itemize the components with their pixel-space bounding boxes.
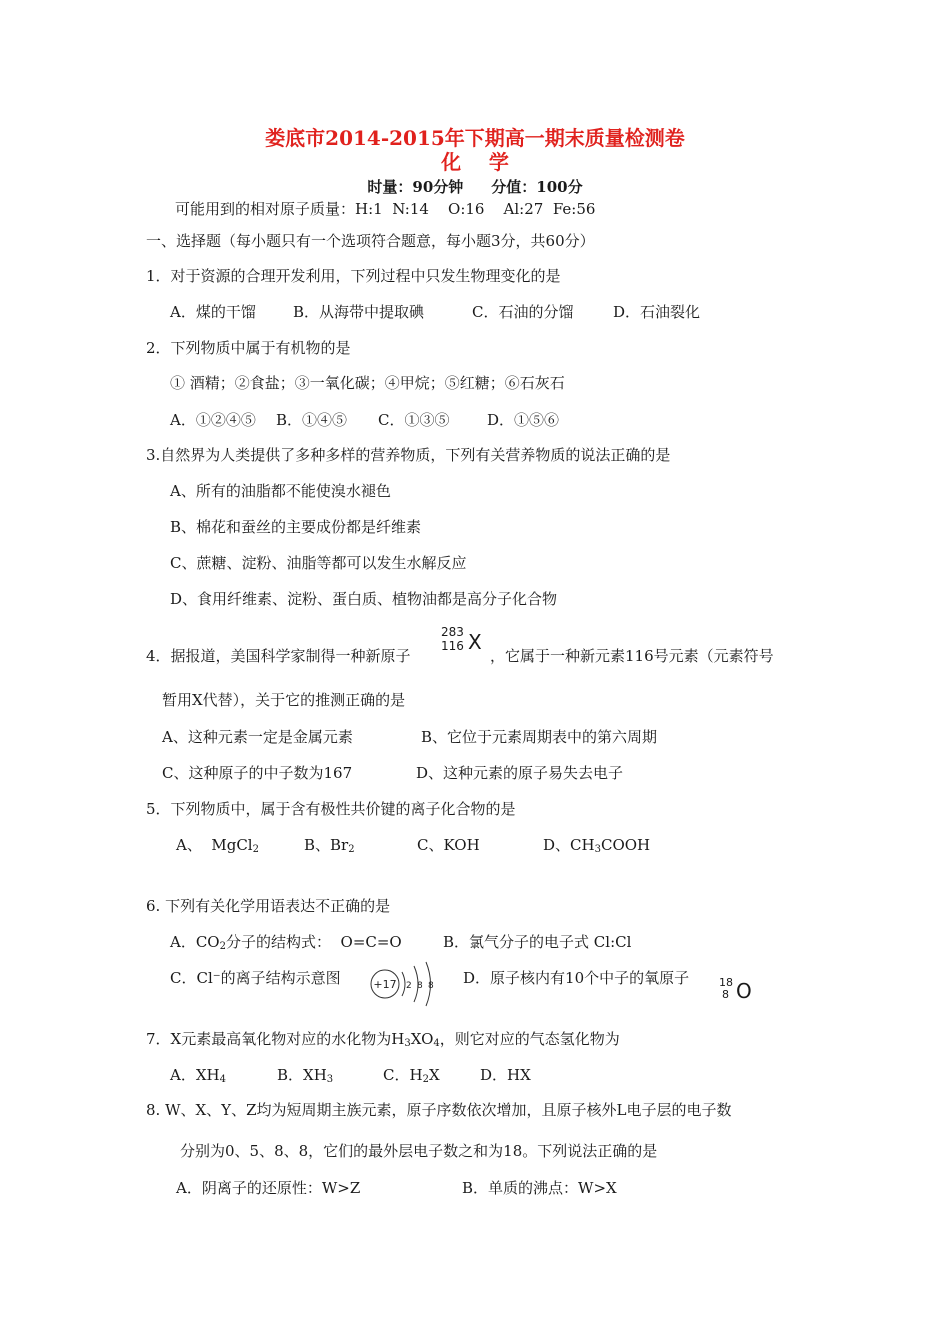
- q4-option-d: D、这种元素的原子易失去电子: [416, 764, 624, 782]
- q7-option-a: A．$XH_4$: [170, 1066, 226, 1085]
- nuclide-x-symbol: [441, 626, 489, 662]
- ion-shell-electrons-2: 8: [417, 981, 423, 991]
- q2-option-a: A．①②④⑤: [170, 411, 256, 429]
- nuclide-x-mass-number: 283: [441, 625, 464, 639]
- q1-option-c: C．石油的分馏: [472, 303, 574, 321]
- q2-option-b: B．①④⑤: [276, 411, 348, 429]
- q6-option-c: C．Cl⁻的离子结构示意图: [170, 969, 341, 987]
- q7-option-b: B．$XH_3$: [277, 1066, 334, 1085]
- q4-option-b: B、它位于元素周期表中的第六周期: [421, 728, 658, 746]
- q5-option-c: C、KOH: [417, 836, 480, 854]
- q3-option-b: B、棉花和蚕丝的主要成份都是纤维素: [170, 518, 422, 536]
- q3-option-a: A、所有的油脂都不能使溴水褪色: [170, 482, 391, 500]
- q4-stem-line2: 暂用X代替），关于它的推测正确的是: [162, 691, 406, 709]
- oxygen-atomic-number: 8: [722, 988, 729, 1001]
- q4-stem-start: 4．据报道，美国科学家制得一种新原子: [146, 647, 411, 665]
- q5-stem: 5．下列物质中，属于含有极性共价键的离子化合物的是: [146, 800, 516, 818]
- subject-title: 化 学: [441, 150, 509, 174]
- q4-stem-end: ，它属于一种新元素116号元素（元素符号: [490, 647, 774, 665]
- time-label: 时量：90分钟: [367, 178, 464, 196]
- ion-shell-arc-1: [402, 972, 405, 996]
- q8-stem-line2: 分别为0、5、8、8，它们的最外层电子数之和为18。下列说法正确的是: [180, 1142, 658, 1160]
- q3-option-d: D、食用纤维素、淀粉、蛋白质、植物油都是高分子化合物: [170, 590, 558, 608]
- q1-option-b: B．从海带中提取碘: [293, 303, 425, 321]
- q6-stem: 6. 下列有关化学用语表达不正确的是: [146, 897, 391, 915]
- q8-option-a: A．阴离子的还原性：W>Z: [176, 1179, 361, 1197]
- q4-option-a: A、这种元素一定是金属元素: [162, 728, 353, 746]
- q2-stem: 2．下列物质中属于有机物的是: [146, 339, 351, 357]
- q7-stem: 7．X元素最高氧化物对应的水化物为$H_3XO_4$，则它对应的气态氢化物为: [146, 1030, 620, 1049]
- q2-substance-list: ① 酒精；②食盐；③一氧化碳；④甲烷；⑤红糖；⑥石灰石: [170, 374, 565, 392]
- q1-option-d: D．石油裂化: [613, 303, 701, 321]
- q2-option-d: D．①⑤⑥: [487, 411, 560, 429]
- oxygen-18-symbol: [719, 977, 755, 1005]
- atomic-mass-note: 可能用到的相对原子质量：H:1 N:14 O:16 Al:27 Fe:56: [175, 200, 596, 218]
- ion-shell-electrons-1: 2: [406, 981, 412, 991]
- nuclide-x-letter: X: [468, 630, 482, 654]
- q6-option-b: B．氯气分子的电子式 Cl:Cl: [443, 933, 632, 951]
- q5-option-b: B、$Br_2$: [304, 836, 355, 855]
- q3-stem: 3.自然界为人类提供了多种多样的营养物质，下列有关营养物质的说法正确的是: [146, 446, 671, 464]
- q5-option-d: D、$CH_3COOH$: [543, 836, 651, 855]
- q7-option-d: D．HX: [480, 1066, 531, 1084]
- chloride-ion-structure-diagram: [364, 960, 440, 1008]
- exam-title: 娄底市2014-2015年下期高一期末质量检测卷: [265, 126, 685, 150]
- nuclide-x-atomic-number: 116: [441, 639, 464, 653]
- q7-option-c: C．$H_2X$: [383, 1066, 440, 1085]
- score-label: 分值：100分: [491, 178, 583, 196]
- exam-meta: [0, 177, 950, 197]
- q6-option-a: A．$CO_2$分子的结构式： O=C=O: [170, 933, 402, 952]
- q8-stem: 8. W、X、Y、Z均为短周期主族元素，原子序数依次增加，且原子核外L电子层的电子数: [146, 1101, 732, 1119]
- q2-option-c: C．①③⑤: [378, 411, 450, 429]
- q4-option-c: C、这种原子的中子数为167: [162, 764, 353, 782]
- section-heading: 一、选择题（每小题只有一个选项符合题意，每小题3分，共60分）: [146, 232, 595, 250]
- q8-option-b: B．单质的沸点：W>X: [462, 1179, 617, 1197]
- q1-option-a: A．煤的干馏: [170, 303, 256, 321]
- q5-option-a: A、 MgCl$_2$: [176, 836, 259, 855]
- ion-nucleus-charge: +17: [373, 978, 397, 991]
- q1-stem: 1．对于资源的合理开发利用，下列过程中只发生物理变化的是: [146, 267, 561, 285]
- ion-shell-electrons-3: 8: [428, 981, 434, 991]
- q3-option-c: C、蔗糖、淀粉、油脂等都可以发生水解反应: [170, 554, 467, 572]
- oxygen-letter: O: [736, 979, 752, 1003]
- oxygen-mass-number: 18: [719, 976, 733, 989]
- q6-option-d: D．原子核内有10个中子的氧原子: [463, 969, 690, 987]
